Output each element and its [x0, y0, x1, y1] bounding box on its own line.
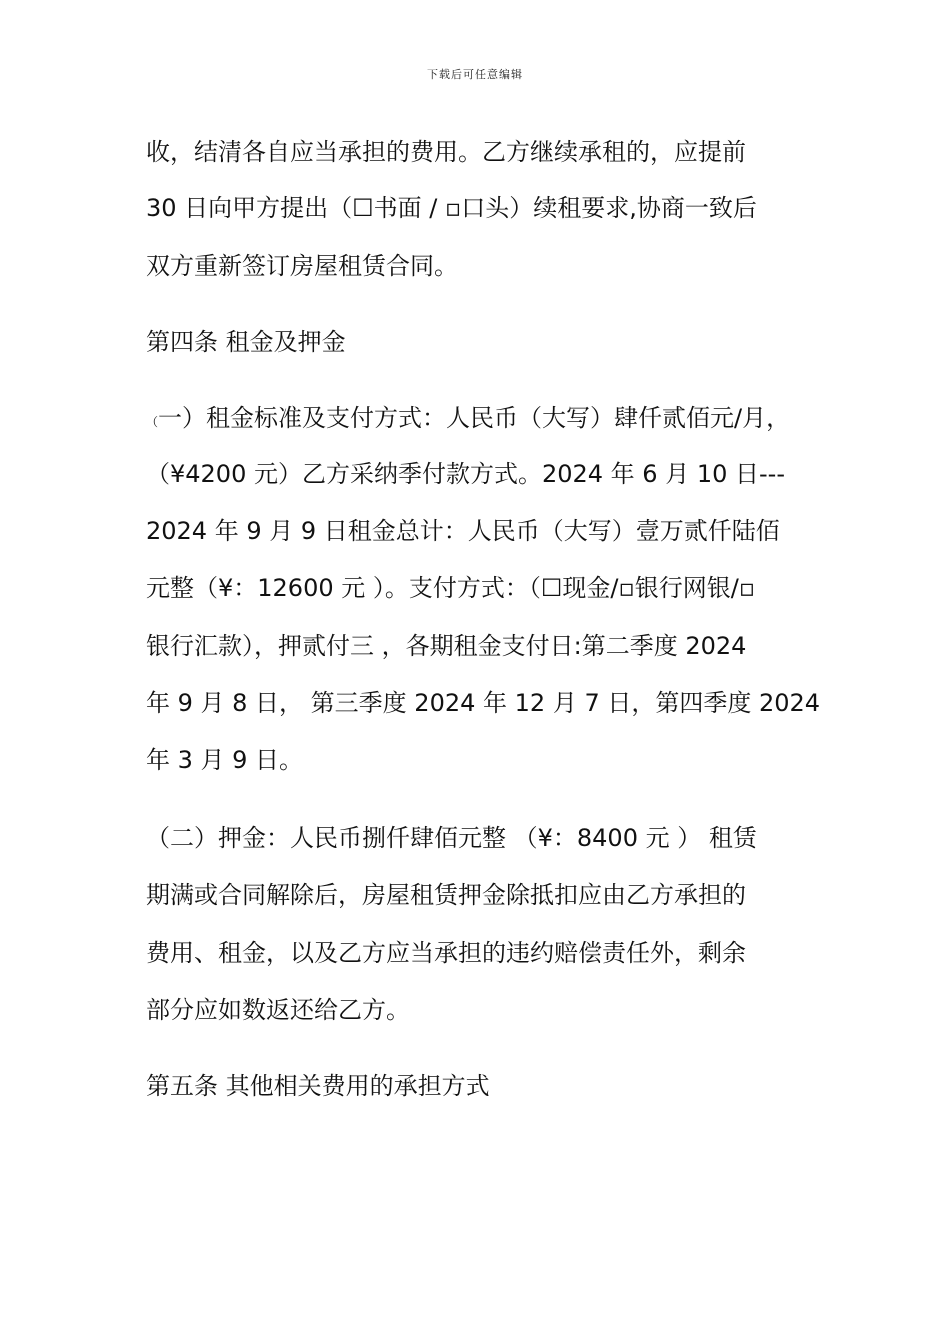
paragraph-line: 元整（¥：12600 元 ）。支付方式：（☐现金/▫银行网银/▫ — [146, 574, 756, 602]
paragraph-line: 期满或合同解除后，房屋租赁押金除抵扣应由乙方承担的 — [146, 881, 746, 909]
paragraph-line: 30 日向甲方提出（☐书面 / ▫口头）续租要求,协商一致后 — [146, 194, 757, 222]
paragraph-line: 费用、租金，以及乙方应当承担的违约赔偿责任外，剩余 — [146, 939, 746, 967]
paragraph-line: 收，结清各自应当承担的费用。乙方继续承租的，应提前 — [146, 138, 746, 166]
paragraph-line: 年 9 月 8 日， 第三季度 2024 年 12 月 7 日，第四季度 2024 — [146, 689, 821, 717]
paragraph-line-text: 一）租金标准及支付方式：人民币（大写）肆仟贰佰元/月， — [158, 404, 791, 432]
paragraph-line: 部分应如数返还给乙方。 — [146, 996, 410, 1024]
paragraph-line: 2024 年 9 月 9 日租金总计：人民币（大写）壹万贰仟陆佰 — [146, 517, 780, 545]
paragraph-line: 双方重新签订房屋租赁合同。 — [146, 252, 458, 280]
paragraph-line: （二）押金：人民币捌仟肆佰元整 （¥：8400 元 ） 租赁 — [146, 824, 757, 852]
small-open-paren: （ — [146, 415, 159, 429]
section-heading: 第五条 其他相关费用的承担方式 — [146, 1072, 490, 1100]
header-note: 下载后可任意编辑 — [427, 68, 523, 81]
section-heading: 第四条 租金及押金 — [146, 328, 346, 356]
paragraph-line: 银行汇款），押贰付三 ，各期租金支付日:第二季度 2024 — [146, 632, 747, 660]
paragraph-line — [146, 403, 790, 437]
paragraph-line: 年 3 月 9 日。 — [146, 746, 304, 774]
paragraph-line: （¥4200 元）乙方采纳季付款方式。2024 年 6 月 10 日--- — [146, 460, 785, 488]
